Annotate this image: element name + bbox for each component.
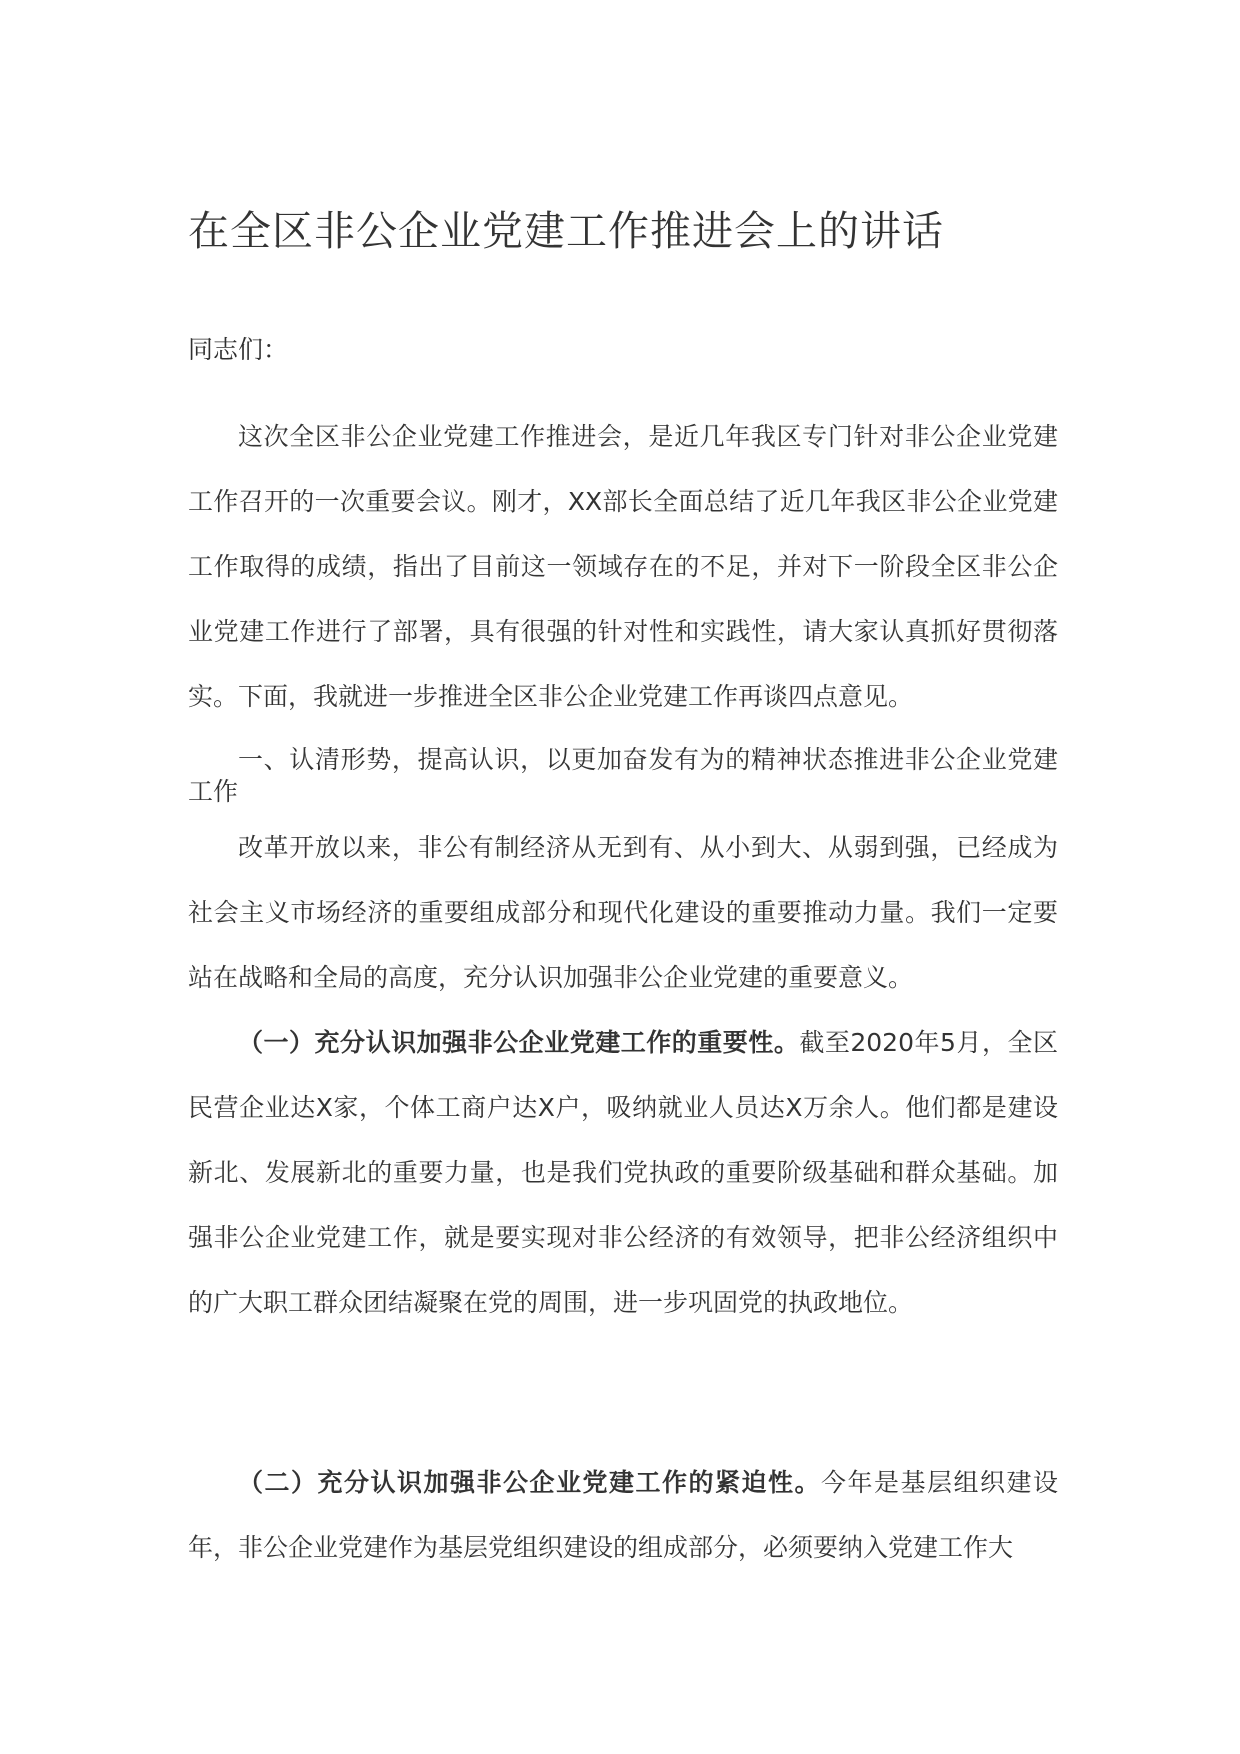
document-title: 在全区非公企业党建工作推进会上的讲话 [188, 207, 944, 255]
paragraph-4 [188, 1450, 1058, 1580]
paragraph-4-lead: （二）充分认识加强非公企业党建工作的紧迫性。 [238, 1468, 821, 1497]
section-heading-1: 一、认清形势，提高认识，以更加奋发有为的精神状态推进非公企业党建工作 [188, 745, 1058, 806]
paragraph-4-body: 今年是基层组织建设年，非公企业党建作为基层党组织建设的组成部分，必须要纳入党建工作大 [188, 1468, 1058, 1562]
paragraph-3 [188, 1010, 1058, 1335]
paragraph-1: 这次全区非公企业党建工作推进会，是近几年我区专门针对非公企业党建工作召开的一次重要会议。刚才，XX部长全面总结了近几年我区非公企业党建工作取得的成绩，指出了目前这一领域存在的不足，并对下一阶段全区非公企业党建工作进行了部署，具有很强的针对性和实践性，请大家认真抓好贯彻落实。下面，我就进一步推进全区非公企业党建工作再谈四点意见。 [188, 422, 1058, 711]
salutation: 同志们： [188, 335, 289, 364]
paragraph-2: 改革开放以来，非公有制经济从无到有、从小到大、从弱到强，已经成为社会主义市场经济的重要组成部分和现代化建设的重要推动力量。我们一定要站在战略和全局的高度，充分认识加强非公企业党建的重要意义。 [188, 833, 1058, 992]
paragraph-3-lead: （一）充分认识加强非公企业党建工作的重要性。 [238, 1028, 800, 1057]
paragraph-3-body: 截至2020年5月，全区民营企业达X家，个体工商户达X户，吸纳就业人员达X万余人。他们都是建设新北、发展新北的重要力量，也是我们党执政的重要阶级基础和群众基础。加强非公企业党建工作，就是要实现对非公经济的有效领导，把非公经济组织中的广大职工群众团结凝聚在党的周围，进一步巩固党的执政地位。 [188, 1028, 1058, 1317]
